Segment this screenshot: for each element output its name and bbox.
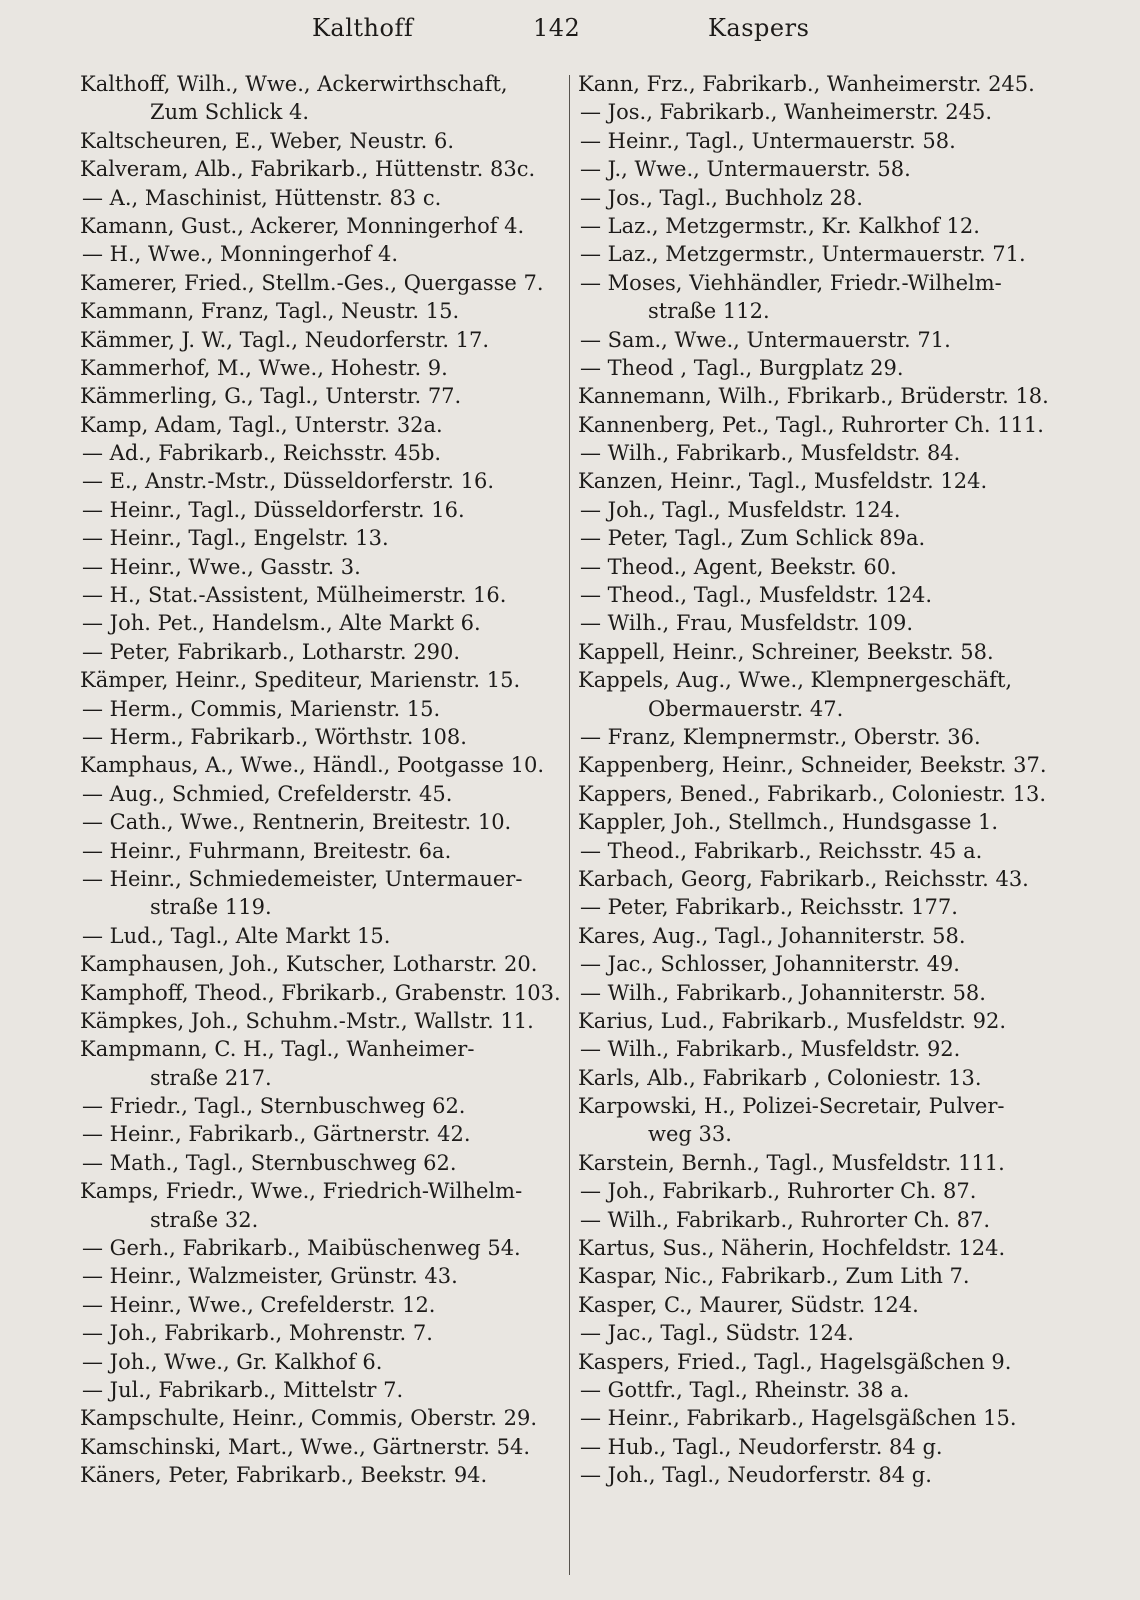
- directory-entry-line: — Theod., Fabrikarb., Reichsstr. 45 a.: [580, 838, 983, 863]
- directory-entry-line: — Theod., Tagl., Musfeldstr. 124.: [580, 583, 933, 608]
- directory-entry-line: straße 217.: [150, 1065, 272, 1090]
- directory-entry-line: — A., Maschinist, Hüttenstr. 83 c.: [82, 185, 442, 210]
- directory-entry-line: Kaspar, Nic., Fabrikarb., Zum Lith 7.: [578, 1264, 970, 1289]
- directory-entry-line: Kaltscheuren, E., Weber, Neustr. 6.: [80, 128, 454, 153]
- directory-entry-line: Kalveram, Alb., Fabrikarb., Hüttenstr. 83c.: [80, 157, 536, 182]
- directory-entry-line: — Peter, Tagl., Zum Schlick 89a.: [580, 526, 926, 551]
- directory-entry-line: — Hub., Tagl., Neudorferstr. 84 g.: [580, 1434, 943, 1459]
- directory-entry-line: — Friedr., Tagl., Sternbuschweg 62.: [82, 1094, 466, 1119]
- directory-entry-line: — Laz., Metzgermstr., Kr. Kalkhof 12.: [580, 213, 980, 238]
- directory-entry-line: — Peter, Fabrikarb., Reichsstr. 177.: [580, 895, 958, 920]
- page-number: 142: [533, 14, 581, 42]
- directory-entry-line: Kasper, C., Maurer, Südstr. 124.: [578, 1292, 919, 1317]
- directory-entry-line: — Joh. Pet., Handelsm., Alte Markt 6.: [82, 611, 481, 636]
- directory-entry-line: — Wilh., Fabrikarb., Ruhrorter Ch. 87.: [580, 1207, 990, 1232]
- directory-entry-line: Karbach, Georg, Fabrikarb., Reichsstr. 43.: [578, 866, 1029, 891]
- directory-entry-line: — H., Wwe., Monningerhof 4.: [82, 242, 399, 267]
- directory-entry-line: straße 112.: [648, 299, 770, 324]
- directory-entry-line: — Jos., Tagl., Buchholz 28.: [580, 185, 863, 210]
- directory-entry-line: — Herm., Commis, Marienstr. 15.: [82, 696, 441, 721]
- directory-entry-line: — Joh., Wwe., Gr. Kalkhof 6.: [82, 1349, 383, 1374]
- directory-entry-line: Karpowski, H., Polizei-Secretair, Pulver-: [578, 1094, 1005, 1119]
- directory-entry-line: Kampschulte, Heinr., Commis, Oberstr. 29.: [80, 1406, 538, 1431]
- directory-entry-line: — Wilh., Frau, Musfeldstr. 109.: [580, 611, 914, 636]
- directory-entry-line: — Heinr., Fabrikarb., Gärtnerstr. 42.: [82, 1122, 471, 1147]
- directory-entry-line: straße 32.: [150, 1207, 259, 1232]
- directory-entry-line: — Heinr., Schmiedemeister, Untermauer-: [82, 866, 523, 891]
- directory-entry-line: Kaspers, Fried., Tagl., Hagelsgäßchen 9.: [578, 1349, 1012, 1374]
- directory-entry-line: Karstein, Bernh., Tagl., Musfeldstr. 111.: [578, 1150, 1005, 1175]
- directory-entry-line: — Heinr., Wwe., Crefelderstr. 12.: [82, 1292, 436, 1317]
- directory-entry-line: Kappers, Bened., Fabrikarb., Coloniestr. 13.: [578, 781, 1047, 806]
- column-divider: [569, 75, 570, 1575]
- directory-entry-line: Kammann, Franz, Tagl., Neustr. 15.: [80, 299, 460, 324]
- directory-entry-line: — Cath., Wwe., Rentnerin, Breitestr. 10.: [82, 810, 512, 835]
- directory-entry-line: — J., Wwe., Untermauerstr. 58.: [580, 157, 911, 182]
- directory-entry-line: Kares, Aug., Tagl., Johanniterstr. 58.: [578, 923, 966, 948]
- directory-entry-line: — Joh., Tagl., Neudorferstr. 84 g.: [580, 1463, 932, 1488]
- directory-entry-line: Kartus, Sus., Näherin, Hochfeldstr. 124.: [578, 1236, 1006, 1261]
- directory-entry-line: Kamerer, Fried., Stellm.-Ges., Quergasse 7.: [80, 270, 544, 295]
- directory-entry-line: Karls, Alb., Fabrikarb , Coloniestr. 13.: [578, 1065, 982, 1090]
- directory-entry-line: Kappell, Heinr., Schreiner, Beekstr. 58.: [578, 639, 994, 664]
- directory-entry-line: weg 33.: [648, 1122, 732, 1147]
- directory-entry-line: — Heinr., Tagl., Engelstr. 13.: [82, 526, 389, 551]
- directory-entry-line: — Aug., Schmied, Crefelderstr. 45.: [82, 781, 453, 806]
- directory-entry-line: — Lud., Tagl., Alte Markt 15.: [82, 923, 391, 948]
- directory-entry-line: — Peter, Fabrikarb., Lotharstr. 290.: [82, 639, 461, 664]
- directory-entry-line: — Sam., Wwe., Untermauerstr. 71.: [580, 327, 951, 352]
- directory-entry-line: — Heinr., Walzmeister, Grünstr. 43.: [82, 1264, 458, 1289]
- directory-entry-line: — Gerh., Fabrikarb., Maibüschenweg 54.: [82, 1236, 521, 1261]
- directory-entry-line: — Heinr., Fuhrmann, Breitestr. 6a.: [82, 838, 452, 863]
- directory-entry-line: — Moses, Viehhändler, Friedr.-Wilhelm-: [580, 270, 1002, 295]
- directory-entry-line: Käners, Peter, Fabrikarb., Beekstr. 94.: [80, 1463, 488, 1488]
- directory-entry-line: Kamphausen, Joh., Kutscher, Lotharstr. 20.: [80, 952, 538, 977]
- directory-entry-line: straße 119.: [150, 895, 272, 920]
- directory-entry-line: — Jac., Tagl., Südstr. 124.: [580, 1321, 854, 1346]
- directory-entry-line: — Jul., Fabrikarb., Mittelstr 7.: [82, 1377, 404, 1402]
- directory-entry-line: — Joh., Fabrikarb., Mohrenstr. 7.: [82, 1321, 433, 1346]
- directory-entry-line: Kann, Frz., Fabrikarb., Wanheimerstr. 245.: [578, 72, 1035, 96]
- directory-entry-line: — Theod., Agent, Beekstr. 60.: [580, 554, 897, 579]
- directory-entry-line: — Jac., Schlosser, Johanniterstr. 49.: [580, 952, 960, 977]
- running-head-left: Kalthoff: [312, 14, 414, 42]
- directory-entry-line: — H., Stat.-Assistent, Mülheimerstr. 16.: [82, 583, 507, 608]
- directory-entry-line: Kamann, Gust., Ackerer, Monningerhof 4.: [80, 213, 525, 238]
- directory-entry-line: Kamschinski, Mart., Wwe., Gärtnerstr. 54.: [80, 1434, 530, 1459]
- left-column: [80, 70, 565, 1490]
- directory-entry-line: Kämper, Heinr., Spediteur, Marienstr. 15.: [80, 668, 521, 693]
- directory-entry-line: Kamphoff, Theod., Fbrikarb., Grabenstr. 103.: [80, 980, 561, 1005]
- page-header: [0, 14, 1140, 54]
- directory-entry-line: — Heinr., Wwe., Gasstr. 3.: [82, 554, 361, 579]
- directory-entry-line: — Wilh., Fabrikarb., Musfeldstr. 84.: [580, 441, 961, 466]
- directory-entry-line: — Jos., Fabrikarb., Wanheimerstr. 245.: [580, 100, 993, 125]
- directory-entry-line: Kannemann, Wilh., Fbrikarb., Brüderstr. 18.: [578, 384, 1049, 409]
- directory-entry-line: Kammerhof, M., Wwe., Hohestr. 9.: [80, 355, 448, 380]
- directory-entry-line: — Wilh., Fabrikarb., Musfeldstr. 92.: [580, 1037, 961, 1062]
- directory-entry-line: — E., Anstr.-Mstr., Düsseldorferstr. 16.: [82, 469, 495, 494]
- directory-entry-line: — Franz, Klempnermstr., Oberstr. 36.: [580, 724, 981, 749]
- directory-entry-line: Kamphaus, A., Wwe., Händl., Pootgasse 10.: [80, 753, 545, 778]
- directory-entry-line: — Heinr., Tagl., Düsseldorferstr. 16.: [82, 497, 465, 522]
- directory-entry-line: Kannenberg, Pet., Tagl., Ruhrorter Ch. 111.: [578, 412, 1044, 437]
- directory-entry-line: — Theod , Tagl., Burgplatz 29.: [580, 355, 904, 380]
- directory-entry-line: — Heinr., Tagl., Untermauerstr. 58.: [580, 128, 956, 153]
- directory-entry-line: — Joh., Tagl., Musfeldstr. 124.: [580, 497, 901, 522]
- directory-entry-line: Kanzen, Heinr., Tagl., Musfeldstr. 124.: [578, 469, 988, 494]
- directory-entry-line: Kampmann, C. H., Tagl., Wanheimer-: [80, 1037, 475, 1062]
- directory-entry-line: Kämpkes, Joh., Schuhm.-Mstr., Wallstr. 11.: [80, 1008, 534, 1033]
- directory-entry-line: Kamps, Friedr., Wwe., Friedrich-Wilhelm-: [80, 1179, 523, 1204]
- directory-entry-line: Kämmerling, G., Tagl., Unterstr. 77.: [80, 384, 462, 409]
- directory-entry-line: — Laz., Metzgermstr., Untermauerstr. 71.: [580, 242, 1026, 267]
- directory-entry-line: Kamp, Adam, Tagl., Unterstr. 32a.: [80, 412, 443, 437]
- directory-entry-line: Karius, Lud., Fabrikarb., Musfeldstr. 92.: [578, 1008, 1007, 1033]
- directory-entry-line: Kalthoff, Wilh., Wwe., Ackerwirthschaft,: [80, 72, 508, 96]
- running-head-right: Kaspers: [708, 14, 810, 42]
- directory-entry-line: Kappenberg, Heinr., Schneider, Beekstr. 37.: [578, 753, 1047, 778]
- directory-entry-line: Kappler, Joh., Stellmch., Hundsgasse 1.: [578, 810, 999, 835]
- directory-entry-line: Obermauerstr. 47.: [648, 696, 844, 721]
- directory-entry-line: Kappels, Aug., Wwe., Klempnergeschäft,: [578, 668, 1013, 693]
- directory-entry-line: — Ad., Fabrikarb., Reichsstr. 45b.: [82, 441, 442, 466]
- directory-entry-line: — Heinr., Fabrikarb., Hagelsgäßchen 15.: [580, 1406, 1017, 1431]
- directory-entry-line: Zum Schlick 4.: [150, 100, 310, 125]
- directory-entry-line: — Joh., Fabrikarb., Ruhrorter Ch. 87.: [580, 1179, 977, 1204]
- directory-entry-line: Kämmer, J. W., Tagl., Neudorferstr. 17.: [80, 327, 490, 352]
- directory-entry-line: — Gottfr., Tagl., Rheinstr. 38 a.: [580, 1377, 910, 1402]
- directory-entry-line: — Herm., Fabrikarb., Wörthstr. 108.: [82, 724, 467, 749]
- directory-entry-line: — Wilh., Fabrikarb., Johanniterstr. 58.: [580, 980, 986, 1005]
- right-column: [578, 70, 1058, 1490]
- directory-entry-line: — Math., Tagl., Sternbuschweg 62.: [82, 1150, 457, 1175]
